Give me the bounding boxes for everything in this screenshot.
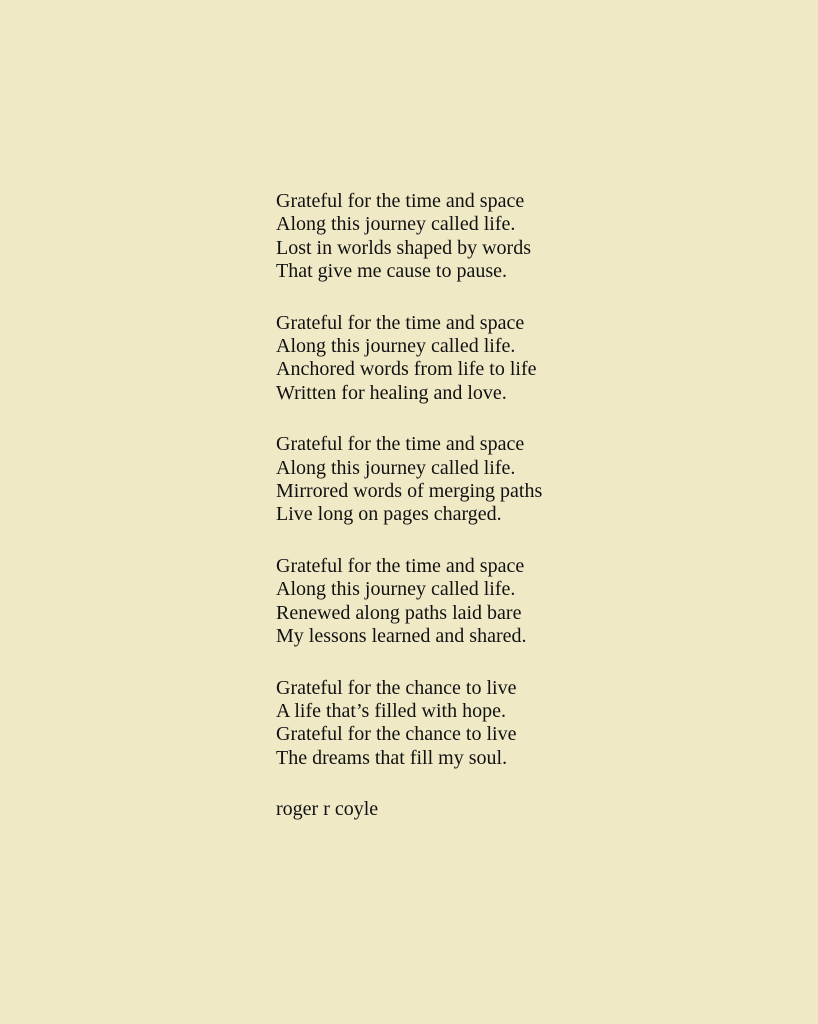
poem-line: My lessons learned and shared.: [276, 625, 527, 648]
poem-line: Along this journey called life.: [276, 335, 516, 358]
stanza-3: [276, 433, 796, 527]
poem-line: Along this journey called life.: [276, 456, 516, 479]
poem-line: Grateful for the time and space: [276, 554, 525, 577]
stanza-1: [276, 190, 796, 284]
poem-line: Grateful for the chance to live: [276, 676, 517, 699]
poem-line: Grateful for the time and space: [276, 433, 525, 456]
poem-line: Mirrored words of merging paths: [276, 480, 543, 503]
stanza-4: [276, 555, 796, 649]
poem-author: roger r coyle: [276, 798, 379, 821]
poem-line: Written for healing and love.: [276, 381, 507, 404]
poem: [276, 190, 796, 822]
stanza-5: [276, 677, 796, 771]
poem-line: Along this journey called life.: [276, 578, 516, 601]
poem-line: Grateful for the time and space: [276, 190, 525, 212]
poem-line: The dreams that fill my soul.: [276, 746, 508, 769]
stanza-2: [276, 312, 796, 406]
poem-line: Along this journey called life.: [276, 213, 516, 236]
poem-line: Grateful for the time and space: [276, 311, 525, 334]
poem-line: Lost in worlds shaped by words: [276, 236, 531, 259]
poem-line: Renewed along paths laid bare: [276, 601, 522, 624]
poem-line: Grateful for the chance to live: [276, 723, 517, 746]
poem-line: That give me cause to pause.: [276, 260, 508, 283]
poem-line: Anchored words from life to life: [276, 358, 537, 381]
poem-line: A life that’s filled with hope.: [276, 699, 506, 722]
poem-line: Live long on pages charged.: [276, 503, 502, 526]
